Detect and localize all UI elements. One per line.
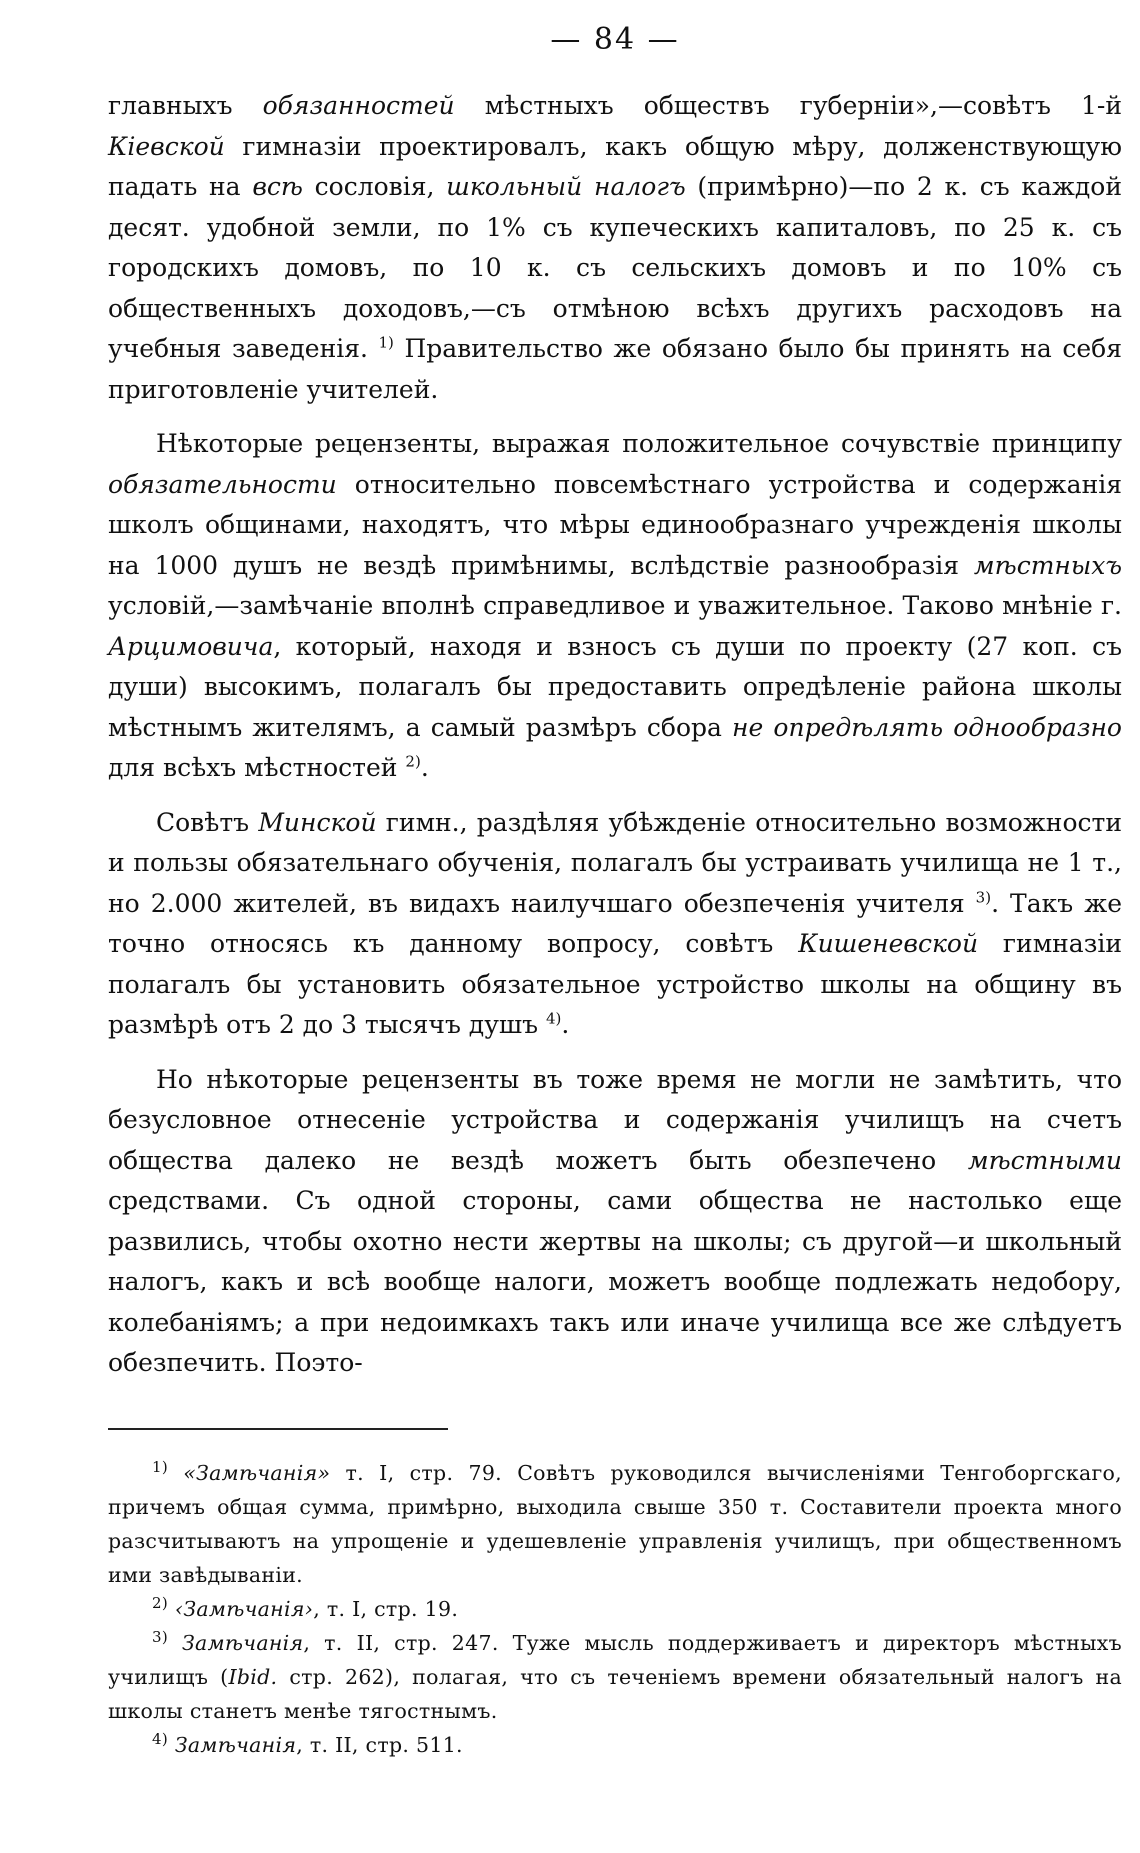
text-run: мѣстныхъ обществъ губерніи»,—совѣтъ 1-й [454,91,1122,120]
text-run: . [420,753,429,782]
footnote-ref[interactable]: 4) [546,1009,562,1028]
footnote-ref[interactable]: 3) [975,888,992,907]
text-run: съ общественныхъ доходовъ,—съ отмѣною всѣхъ другихъ расходовъ на учебныя заведенія. [108,253,1122,363]
page-number: — 84 — [550,22,680,57]
emphasis: Кіевской [108,131,225,161]
percent-sign: % [502,212,526,242]
text-run: средствами. Съ одной стороны, сами общества не настолько еще развились, чтобы охотно нести жертвы на школы; съ другой—и школьный налогъ, какъ и всѣ вообще налоги, можетъ вообще подлежать недобору, колебаніямъ; а при недоимкахъ такъ или иначе училища все же слѣдуетъ обезпечить. Поэто- [108,1186,1122,1377]
footnote-source: «Замѣчанія» [183,1460,331,1485]
footnote-mark: 3) [152,1627,168,1646]
footnote-ref[interactable]: 2) [405,752,421,771]
footnote-mark: 1) [152,1457,168,1476]
footnote-text: , т. II, стр. 511. [296,1732,463,1757]
emphasis: не опредѣлять однообразно [732,712,1122,742]
footnote-4 [108,1728,1122,1762]
footnote-ref[interactable]: 1) [378,333,394,352]
emphasis: обязательности [108,469,337,499]
text-run: Нѣкоторые рецензенты, выражая положительное сочувствіе принципу [156,429,1122,458]
footnote-3 [108,1626,1122,1728]
footnote-mark: 2) [152,1593,168,1612]
footnote-source: Ibid. [228,1664,278,1689]
emphasis: Кишеневской [798,929,979,958]
body-text [108,86,1122,1384]
text-run: (примѣрно)—по 2 к. съ каждой десят. удобной земли, по 1 [108,172,1122,242]
footnote-text: , т. II, стр. 247. Туже мысль поддерживаетъ и директоръ мѣстныхъ училищъ ( [108,1630,1122,1689]
footnote-text: т. I, стр. 79. Совѣтъ руководился вычисленіями Тенгоборгскаго, причемъ общая сумма, примѣрно, выходила свыше 350 т. Составители проекта много разсчитываютъ на упрощеніе и удешевленіе управленія училищъ, при общественномъ ими завѣдываніи. [108,1460,1122,1587]
text-run: относительно повсемѣстнаго устройства и содержанія школъ общинами, находятъ, что мѣры единообразнаго учрежденія школы на 1000 душъ не вездѣ примѣнимы, вслѣдствіе разнообразія [108,469,1122,580]
emphasis: школьный налогъ [446,172,686,201]
footnote-mark: 4) [152,1729,168,1748]
percent-sign: % [1042,253,1067,282]
footnote-text: стр. 262), полагая, что съ теченіемъ времени обязательный налогъ на школы станетъ менѣе тягостнымъ. [108,1664,1123,1723]
text-run: гимназіи проектировалъ, какъ общую мѣру, долженствующую падать на [108,131,1122,201]
footnote-text: , т. I, стр. 19. [313,1596,459,1621]
emphasis: мѣстныхъ [973,550,1122,580]
footnote-divider [108,1428,448,1430]
footnote-source: ‹Замѣчанія› [174,1596,314,1621]
text-run: главныхъ [108,91,263,120]
footnote-source: Замѣчанія [174,1732,297,1757]
text-run: сословія, [302,172,447,201]
text-run: съ купеческихъ капиталовъ, по 25 к. съ городскихъ домовъ, по 10 к. съ сельскихъ домовъ и по 10 [108,212,1122,282]
text-run: , который, находя и взносъ съ души по проекту (27 коп. съ души) высокимъ, полагалъ бы предоставить опредѣленіе района школы мѣстнымъ жителямъ, а самый размѣръ сбора [108,631,1122,742]
paragraph-1 [108,86,1122,410]
footnotes [108,1456,1122,1762]
emphasis: Минской [258,807,377,837]
text-run: гимн., раздѣляя убѣжденіе относительно возможности и пользы обязательнаго обученія, полагалъ бы устраивать училища не 1 т., но 2.000 жителей, въ видахъ наилучшаго обезпеченія учителя [108,807,1122,918]
text-run: гимназіи полагалъ бы установить обязательное устройство школы на общину въ размѣрѣ отъ 2 до 3 тысячъ душъ [108,929,1122,1039]
text-run: для всѣхъ мѣстностей [108,753,406,782]
footnote-2 [108,1592,1122,1626]
footnote-1 [108,1456,1122,1592]
text-run: Правительство же обязано было бы принять на себя приготовленіе учителей. [108,334,1122,404]
emphasis: обязанностей [262,91,455,120]
emphasis: всѣ [252,172,303,201]
emphasis: Арцимовича [108,631,274,661]
text-run: . [561,1010,570,1039]
footnote-source: Замѣчанія [181,1630,304,1655]
text-run: Совѣтъ [156,807,259,837]
text-run: Но нѣкоторые рецензенты въ тоже время не могли не замѣтить, что безусловное отнесеніе устройства и содержанія училищъ на счетъ общества далеко не вездѣ можетъ быть обезпечено [108,1064,1122,1175]
paragraph-4 [108,1060,1122,1384]
paragraph-2 [108,424,1122,789]
text-run: . Такъ же точно относясь къ данному вопросу, совѣтъ [108,888,1122,958]
text-run: условій,—замѣчаніе вполнѣ справедливое и уважительное. Таково мнѣніе г. [108,591,1122,620]
paragraph-3 [108,803,1122,1046]
emphasis: мѣстными [967,1145,1122,1175]
